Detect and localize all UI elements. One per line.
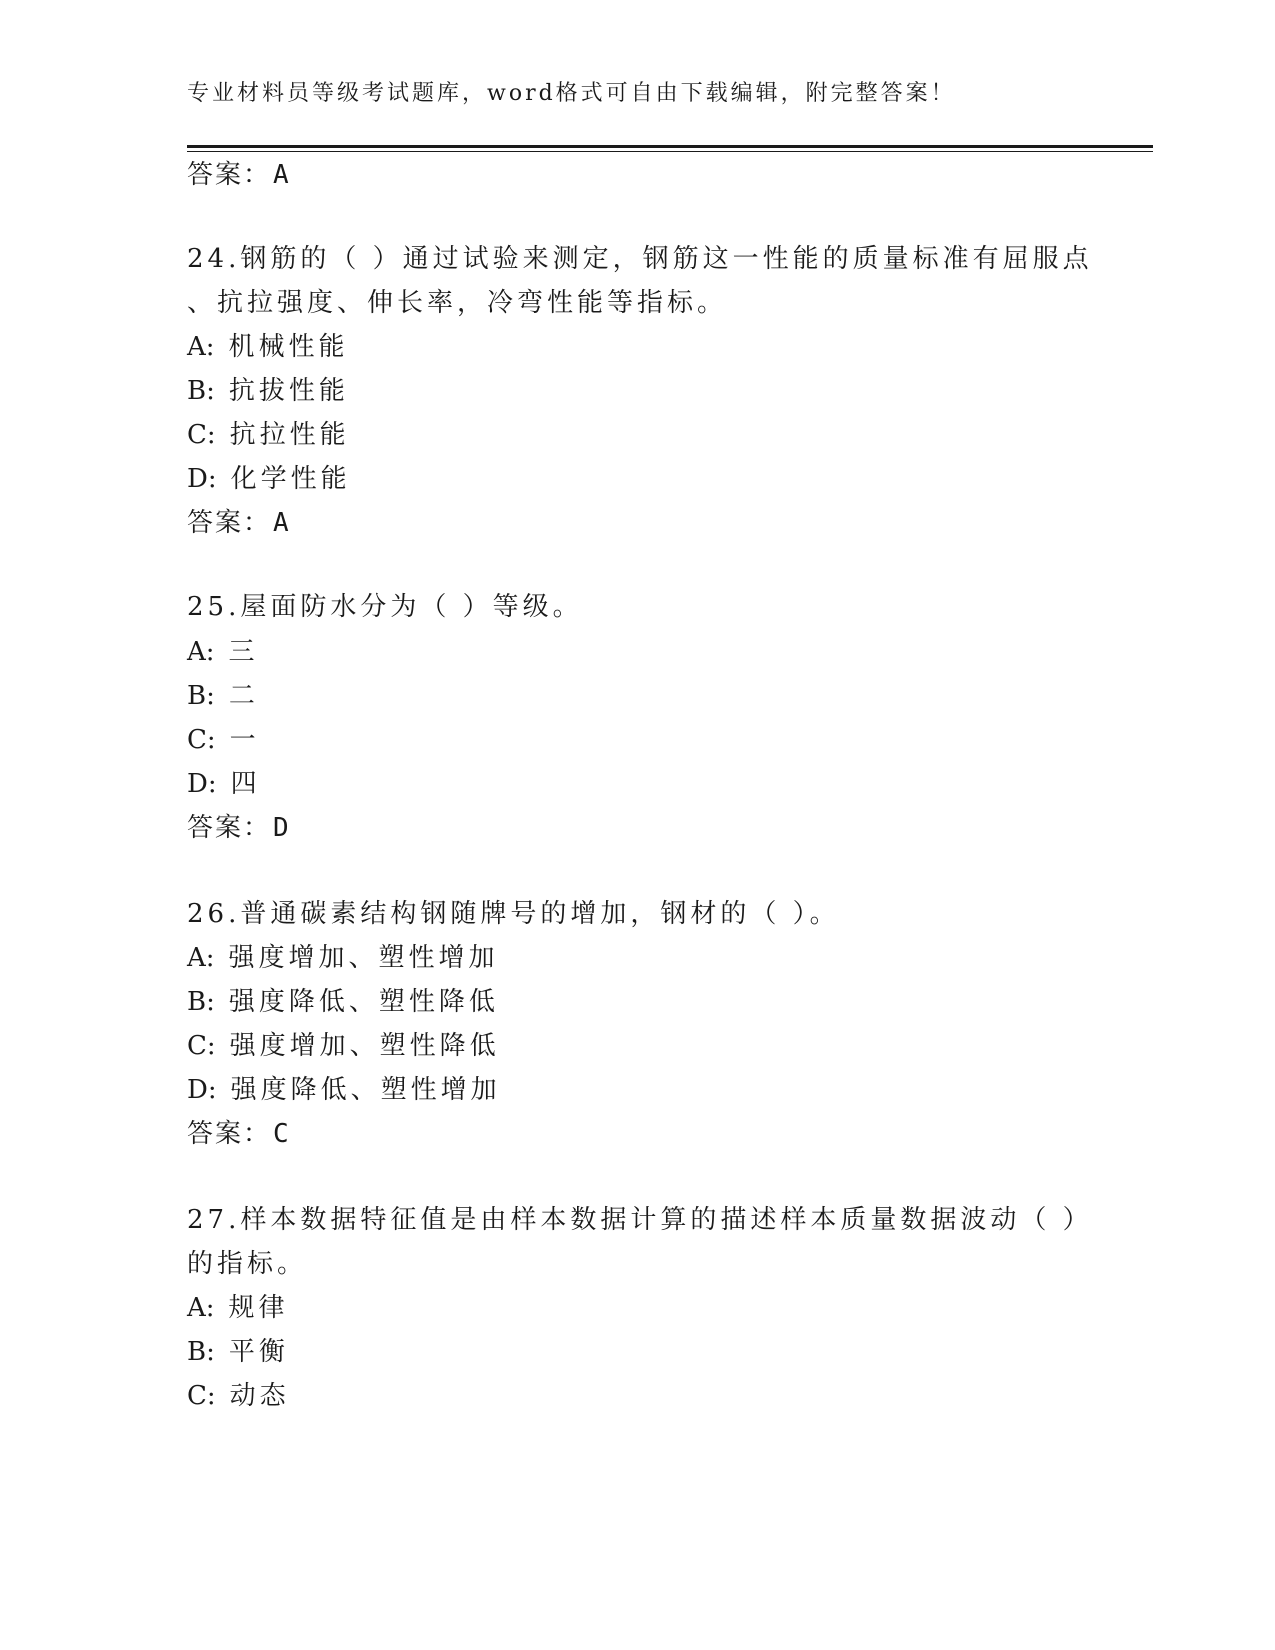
question-26-option-d [187, 1075, 501, 1105]
question-26-text-line-1: 26.普通碳素结构钢随牌号的增加，钢材的（ ）。 [187, 899, 840, 929]
question-25-option-d [187, 769, 261, 799]
question-26-option-a [187, 943, 499, 973]
option-letter: A: [187, 1293, 215, 1323]
option-letter: B: [187, 1337, 215, 1367]
option-letter: C: [187, 420, 216, 450]
answer-label: 答案： [187, 813, 272, 843]
option-text: 强度降低、塑性增加 [230, 1075, 501, 1105]
question-27-option-c [187, 1381, 290, 1411]
question-24-option-a [187, 332, 349, 362]
option-letter: A: [187, 332, 215, 362]
answer-value: A [273, 160, 291, 190]
option-text: 二 [228, 681, 259, 711]
option-letter: C: [187, 1031, 216, 1061]
question-27-text-line-1: 27.样本数据特征值是由样本数据计算的描述样本质量数据波动（ ） [187, 1205, 1093, 1235]
question-25-option-a [187, 637, 259, 667]
option-text: 一 [229, 725, 260, 755]
option-letter: D: [187, 1075, 217, 1105]
question-27-option-a [187, 1293, 289, 1323]
answer-label: 答案： [187, 160, 272, 190]
option-text: 机械性能 [228, 332, 349, 362]
question-24-option-d [187, 464, 351, 494]
question-27-text-line-2: 的指标。 [187, 1249, 308, 1279]
answer-value: A [273, 508, 291, 538]
answer-value: C [273, 1119, 291, 1149]
question-25-option-c [187, 725, 260, 755]
question-24-text-line-1: 24.钢筋的（ ）通过试验来测定，钢筋这一性能的质量标准有屈服点 [187, 244, 1093, 274]
question-25-answer [187, 813, 291, 843]
option-letter: A: [187, 637, 215, 667]
question-24-option-c [187, 420, 350, 450]
option-letter: B: [187, 987, 215, 1017]
answer-line [187, 160, 291, 190]
option-letter: A: [187, 943, 215, 973]
option-text: 抗拉性能 [229, 420, 350, 450]
question-26-answer [187, 1119, 291, 1149]
option-text: 强度增加、塑性增加 [228, 943, 499, 973]
header-rule-thin [187, 151, 1153, 152]
question-25-option-b [187, 681, 259, 711]
option-text: 强度增加、塑性降低 [229, 1031, 500, 1061]
option-letter: C: [187, 725, 216, 755]
answer-value: D [273, 813, 291, 843]
option-letter: D: [187, 769, 217, 799]
option-text: 化学性能 [230, 464, 351, 494]
question-24-text-line-2: 、抗拉强度、伸长率，冷弯性能等指标。 [187, 288, 728, 318]
question-25-text-line-1: 25.屋面防水分为（ ）等级。 [187, 592, 583, 622]
page-header: 专业材料员等级考试题库，word格式可自由下载编辑，附完整答案！ [187, 81, 956, 106]
answer-label: 答案： [187, 1119, 272, 1149]
question-24-option-b [187, 376, 349, 406]
question-24-answer [187, 508, 291, 538]
option-text: 四 [230, 769, 261, 799]
option-letter: B: [187, 681, 215, 711]
option-text: 动态 [229, 1381, 290, 1411]
answer-label: 答案： [187, 508, 272, 538]
option-text: 强度降低、塑性降低 [228, 987, 499, 1017]
option-text: 抗拔性能 [228, 376, 349, 406]
option-letter: C: [187, 1381, 216, 1411]
option-letter: B: [187, 376, 215, 406]
option-text: 规律 [228, 1293, 289, 1323]
option-text: 三 [228, 637, 259, 667]
question-26-option-b [187, 987, 499, 1017]
question-27-option-b [187, 1337, 289, 1367]
option-letter: D: [187, 464, 217, 494]
option-text: 平衡 [228, 1337, 289, 1367]
header-rule-thick [187, 145, 1153, 148]
question-26-option-c [187, 1031, 500, 1061]
